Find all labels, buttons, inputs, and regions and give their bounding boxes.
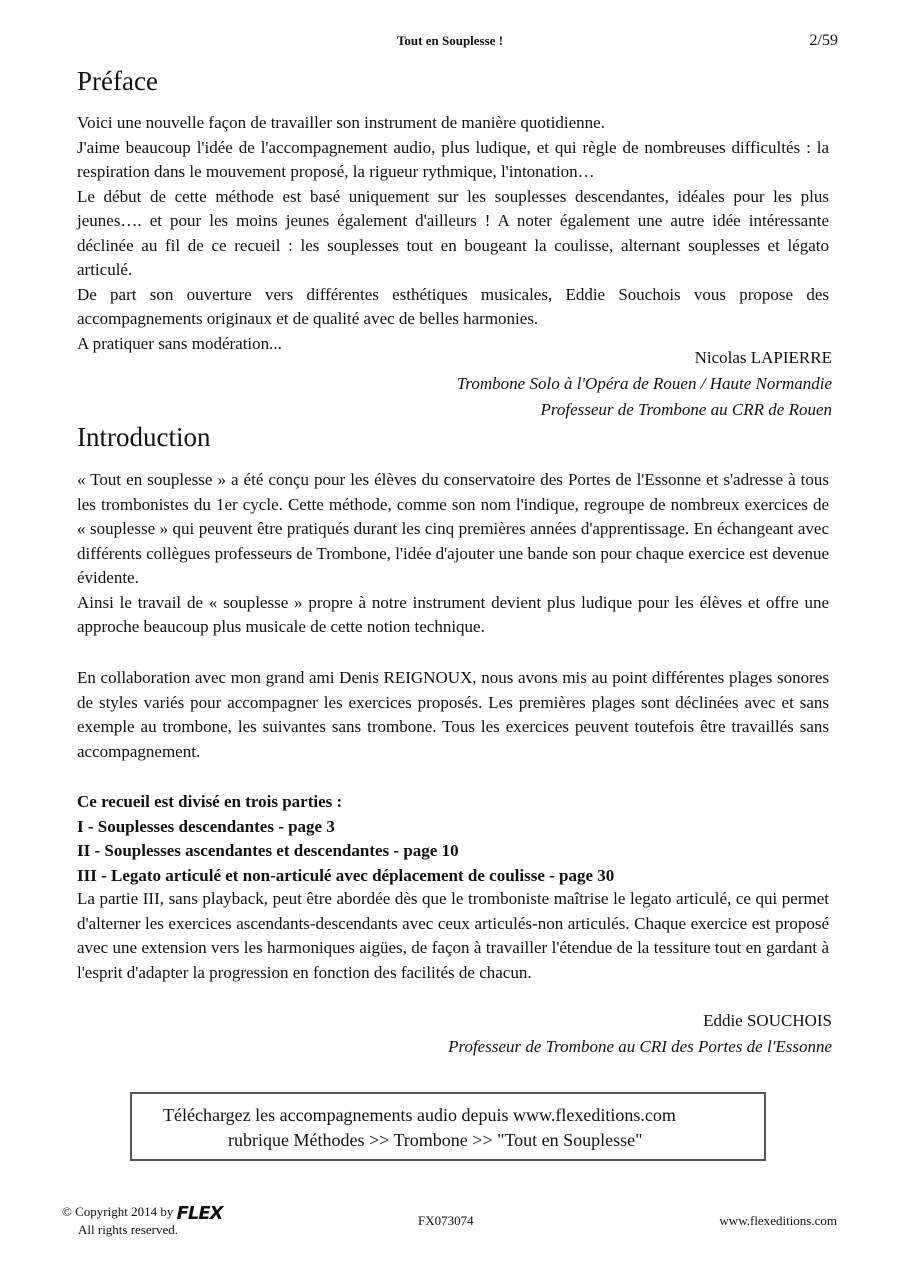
signature-title: Professeur de Trombone au CRR de Rouen	[540, 400, 832, 419]
website-text: www.flexeditions.com	[719, 1213, 837, 1228]
introduction-paragraph: Ainsi le travail de « souplesse » propre à notre instrument devient plus ludique pour les élèves et offre une approche beaucoup plus musicale de cette notion technique.	[77, 592, 829, 636]
signature-title: Trombone Solo à l'Opéra de Rouen / Haute Normandie	[456, 374, 832, 393]
parts-list	[77, 790, 829, 888]
parts-item: II - Souplesses ascendantes et descendantes - page 10	[77, 841, 459, 860]
parts-item: III - Legato articulé et non-articulé avec déplacement de coulisse - page 30	[77, 865, 615, 885]
copyright-text: © Copyright 2014 by	[62, 1204, 174, 1219]
download-line: Téléchargez les accompagnements audio depuis www.flexeditions.com	[163, 1105, 676, 1125]
signature-name: Eddie SOUCHOIS	[703, 1011, 832, 1030]
flex-logo: FLEX	[176, 1203, 223, 1224]
page-number: 2/59	[809, 32, 838, 49]
introduction-text-3	[77, 887, 829, 985]
introduction-heading: Introduction	[77, 422, 211, 452]
parts-item: I - Souplesses descendantes - page 3	[77, 816, 335, 836]
introduction-paragraph: La partie III, sans playback, peut être abordée dès que le tromboniste maîtrise le legato articulé, ce qui permet d'alterner les exercices ascendants-descendants avec ceux articulés-non articulés. Chaque exercice est proposé avec une extension vers les harmoniques aigües, de façon à travailler l'étendue de la tessiture tout en gardant à l'esprit d'adapter la progression en fonction des facilités de chacun.	[77, 889, 829, 982]
parts-heading: Ce recueil est divisé en trois parties :	[77, 792, 343, 811]
download-line: rubrique Méthodes >> Trombone >> "Tout en Souplesse"	[228, 1130, 643, 1150]
preface-heading: Préface	[77, 66, 158, 96]
signature-title: Professeur de Trombone au CRI des Portes de l'Essonne	[448, 1037, 832, 1056]
preface-paragraph: J'aime beaucoup l'idée de l'accompagnement audio, plus ludique, et qui règle de nombreuses difficultés : la respiration dans le mouvement proposé, la rigueur rythmique, l'intonation…	[77, 137, 829, 181]
introduction-text-1	[77, 468, 829, 640]
copyright-notice	[62, 1203, 223, 1224]
introduction-signature	[448, 1008, 832, 1060]
signature-name: Nicolas LAPIERRE	[694, 348, 832, 367]
introduction-paragraph: En collaboration avec mon grand ami Denis REIGNOUX, nous avons mis au point différentes plages sonores de styles variés pour accompagner les exercices proposés. Les premières plages sont déclinées avec et sans exemple au trombone, les suivantes sans trombone. Tous les exercices peuvent toutefois être travaillés sans accompagnement.	[77, 668, 829, 761]
preface-paragraph: Voici une nouvelle façon de travailler son instrument de manière quotidienne.	[77, 113, 605, 132]
preface-text	[77, 111, 829, 356]
preface-paragraph: De part son ouverture vers différentes esthétiques musicales, Eddie Souchois vous propose des accompagnements originaux et de qualité avec de belles harmonies.	[77, 284, 829, 328]
introduction-text-2	[77, 666, 829, 764]
rights-text: All rights reserved.	[78, 1222, 179, 1237]
download-info-box	[130, 1092, 766, 1161]
preface-signature	[457, 345, 832, 423]
catalog-code: FX073074	[418, 1213, 474, 1228]
preface-paragraph: Le début de cette méthode est basé uniquement sur les souplesses descendantes, idéales pour les plus jeunes…. et pour les moins jeunes également d'ailleurs ! A noter également une autre idée intéressante déclinée au fil de ce recueil : les souplesses tout en bougeant la coulisse, alternant souplesses et légato articulé.	[77, 186, 829, 279]
introduction-paragraph: « Tout en souplesse » a été conçu pour les élèves du conservatoire des Portes de l'Essonne et s'adresse à tous les trombonistes du 1er cycle. Cette méthode, comme son nom l'indique, regroupe de nombreux exercices de « souplesse » qui peuvent être pratiqués durant les cinq premières années d'apprentissage. En échangeant avec différents collègues professeurs de Trombone, l'idée d'ajouter une bande son pour chaque exercice est devenue évidente.	[77, 470, 829, 587]
document-title: Tout en Souplesse !	[396, 33, 504, 48]
preface-paragraph: A pratiquer sans modération...	[77, 333, 282, 353]
